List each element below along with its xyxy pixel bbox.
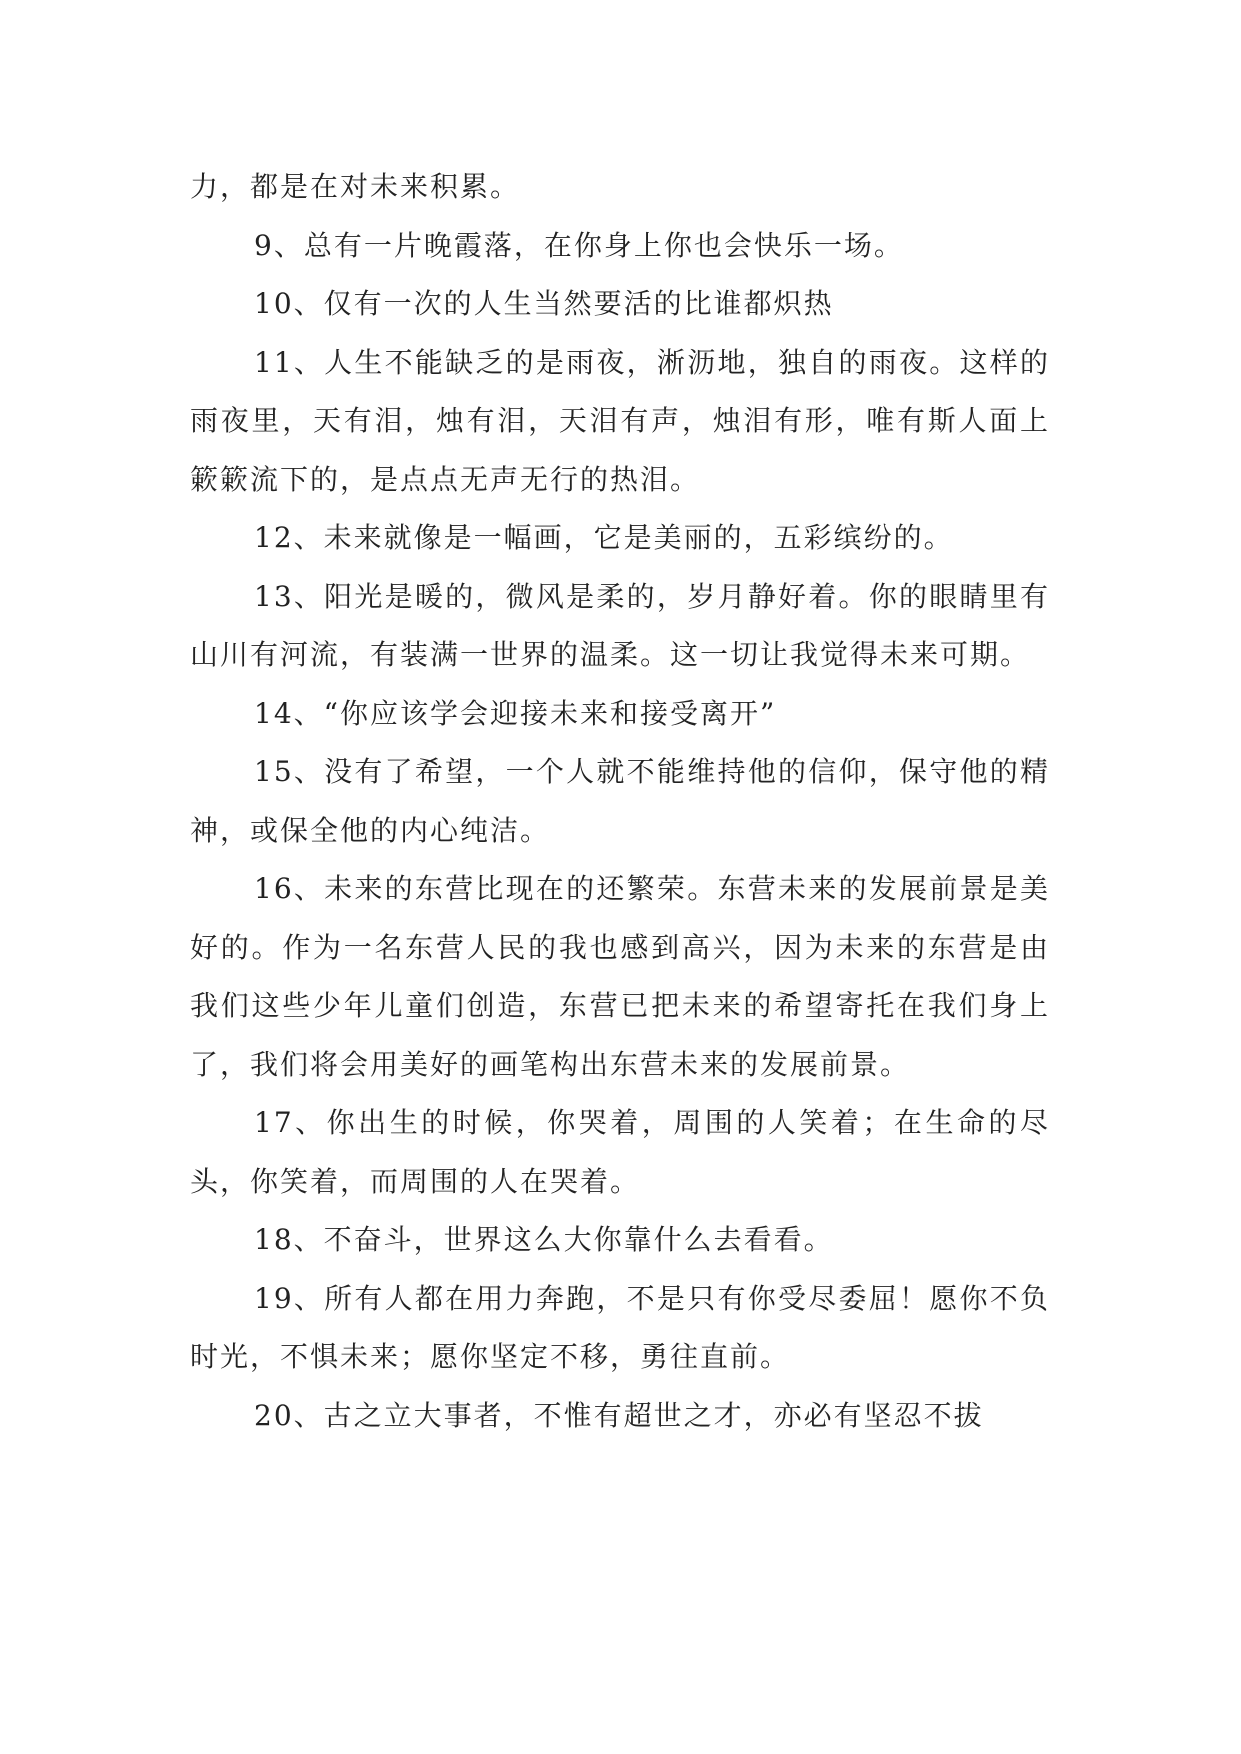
paragraph-item-17: 17、你出生的时候，你哭着，周围的人笑着；在生命的尽头，你笑着，而周围的人在哭着。 (190, 1106, 1050, 1198)
paragraph-item-12: 12、未来就像是一幅画，它是美丽的，五彩缤纷的。 (254, 521, 954, 554)
paragraph-item-11: 11、人生不能缺乏的是雨夜，淅沥地，独自的雨夜。这样的雨夜里，天有泪，烛有泪，天泪有声，烛泪有形，唯有斯人面上簌簌流下的，是点点无声无行的热泪。 (190, 345, 1050, 496)
document-body (190, 158, 1050, 1445)
paragraph-item-14: 14、“你应该学会迎接未来和接受离开” (254, 696, 777, 730)
paragraph-item-20: 20、古之立大事者，不惟有超世之才，亦必有坚忍不拔 (254, 1398, 984, 1432)
paragraph-item-10: 10、仅有一次的人生当然要活的比谁都炽热 (254, 287, 834, 320)
paragraph-item-18: 18、不奋斗，世界这么大你靠什么去看看。 (254, 1223, 834, 1256)
paragraph-item-16: 16、未来的东营比现在的还繁荣。东营未来的发展前景是美好的。作为一名东营人民的我也感到高兴，因为未来的东营是由我们这些少年儿童们创造，东营已把未来的希望寄托在我们身上了，我们将会用美好的画笔构出东营未来的发展前景。 (190, 872, 1050, 1081)
paragraph-item-13: 13、阳光是暖的，微风是柔的，岁月静好着。你的眼睛里有山川有河流，有装满一世界的温柔。这一切让我觉得未来可期。 (190, 579, 1050, 671)
paragraph-item-9: 9、总有一片晚霞落，在你身上你也会快乐一场。 (254, 228, 904, 262)
paragraph-continuation: 力，都是在对未来积累。 (190, 170, 521, 203)
paragraph-item-15: 15、没有了希望，一个人就不能维持他的信仰，保守他的精神，或保全他的内心纯洁。 (190, 755, 1050, 847)
paragraph-item-19: 19、所有人都在用力奔跑，不是只有你受尽委屈！愿你不负时光，不惧未来；愿你坚定不移，勇往直前。 (190, 1281, 1050, 1373)
